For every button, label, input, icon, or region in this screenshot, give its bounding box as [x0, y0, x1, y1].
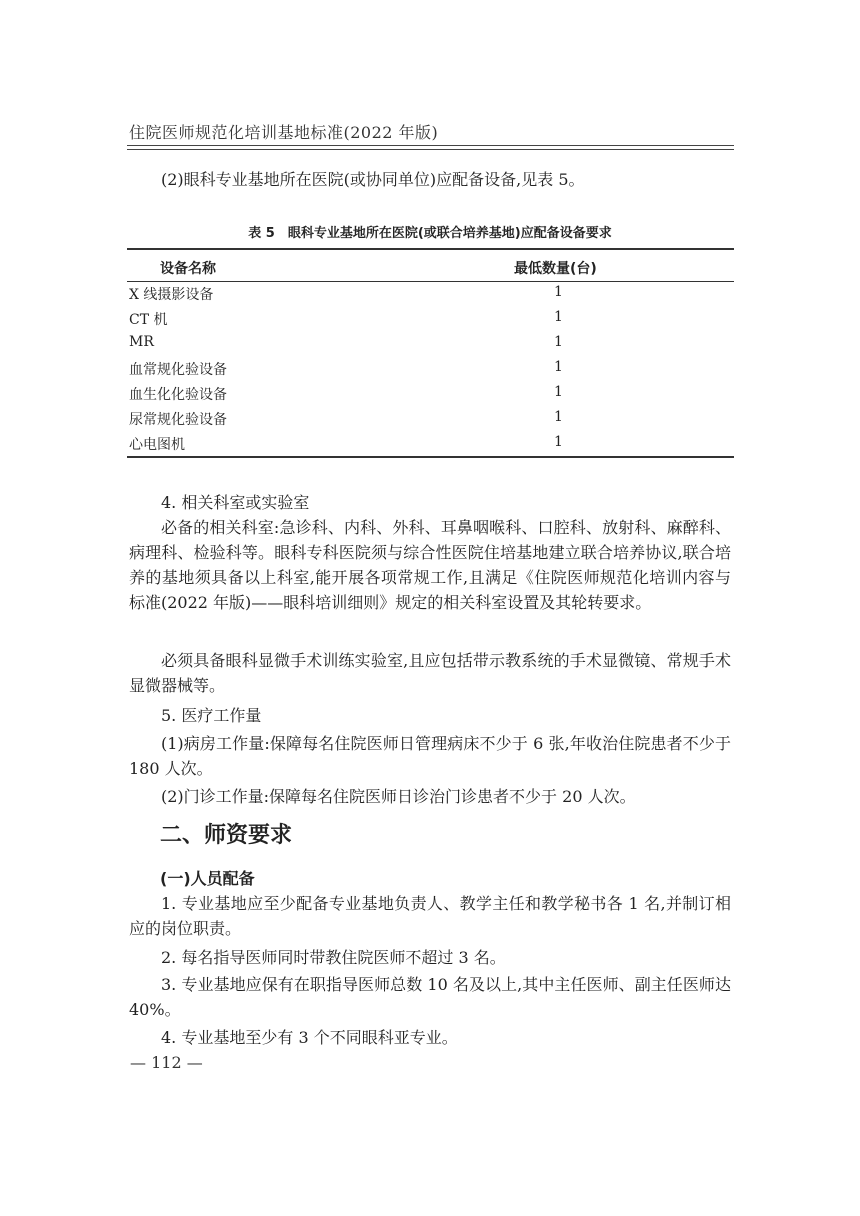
- table-cell-name: 心电图机: [129, 437, 185, 453]
- section-4-title: 4. 相关科室或实验室: [161, 493, 310, 512]
- list-item: 2. 每名指导医师同时带教住院医师不超过 3 名。: [161, 948, 506, 967]
- table-cell-name: 尿常规化验设备: [129, 412, 227, 428]
- running-header: 住院医师规范化培训基地标准(2022 年版): [129, 123, 439, 142]
- list-item: 1. 专业基地应至少配备专业基地负责人、教学主任和教学秘书各 1 名,并制订相应的岗位职责。: [129, 894, 731, 938]
- intro-paragraph: (2)眼科专业基地所在医院(或协同单位)应配备设备,见表 5。: [161, 170, 585, 189]
- page-number: — 112 —: [130, 1053, 203, 1072]
- table-cell-name: 血生化化验设备: [129, 387, 227, 403]
- table-cell-quantity: 1: [554, 409, 563, 425]
- header-rule-bottom: [127, 149, 734, 150]
- table-bottom-rule: [127, 456, 734, 458]
- table-cell-name: CT 机: [129, 312, 168, 328]
- table-cell-name: MR: [129, 334, 154, 350]
- table-caption: 表 5 眼科专业基地所在医院(或联合培养基地)应配备设备要求: [248, 226, 612, 241]
- section-2-heading: 二、师资要求: [160, 823, 293, 848]
- table-cell-quantity: 1: [554, 334, 563, 350]
- list-item: 3. 专业基地应保有在职指导医师总数 10 名及以上,其中主任医师、副主任医师达 40%。: [129, 975, 731, 1019]
- section-4-paragraph-1: 必备的相关科室:急诊科、内科、外科、耳鼻咽喉科、口腔科、放射科、麻醉科、病理科、检验科等。眼科专科医院须与综合性医院住培基地建立联合培养协议,联合培养的基地须具备以上科室,能开展各项常规工作,且满足《住院医师规范化培训内容与标准(2022 年版)——眼科培训细则》规定的相关科室设置及其轮转要求。: [129, 518, 731, 612]
- table-cell-quantity: 1: [554, 359, 563, 375]
- table-cell-name: X 线摄影设备: [129, 287, 214, 303]
- list-item: 4. 专业基地至少有 3 个不同眼科亚专业。: [161, 1028, 458, 1047]
- table-top-rule: [127, 248, 734, 250]
- section-4-paragraph-2: 必须具备眼科显微手术训练实验室,且应包括带示教系统的手术显微镜、常规手术显微器械等。: [129, 651, 731, 695]
- section-5-paragraph-1: (1)病房工作量:保障每名住院医师日管理病床不少于 6 张,年收治住院患者不少于 180 人次。: [129, 734, 731, 778]
- subsection-heading: (一)人员配备: [160, 869, 255, 888]
- section-5-title: 5. 医疗工作量: [161, 706, 262, 725]
- table-header-rule: [127, 281, 734, 282]
- section-5-paragraph-2: (2)门诊工作量:保障每名住院医师日诊治门诊患者不少于 20 人次。: [161, 787, 636, 806]
- table-cell-quantity: 1: [554, 384, 563, 400]
- table-cell-name: 血常规化验设备: [129, 362, 227, 378]
- header-rule-top: [127, 145, 734, 146]
- table-header-name: 设备名称: [160, 261, 216, 277]
- table-cell-quantity: 1: [554, 434, 563, 450]
- table-cell-quantity: 1: [554, 309, 563, 325]
- table-header-quantity: 最低数量(台): [514, 261, 597, 277]
- table-cell-quantity: 1: [554, 284, 563, 300]
